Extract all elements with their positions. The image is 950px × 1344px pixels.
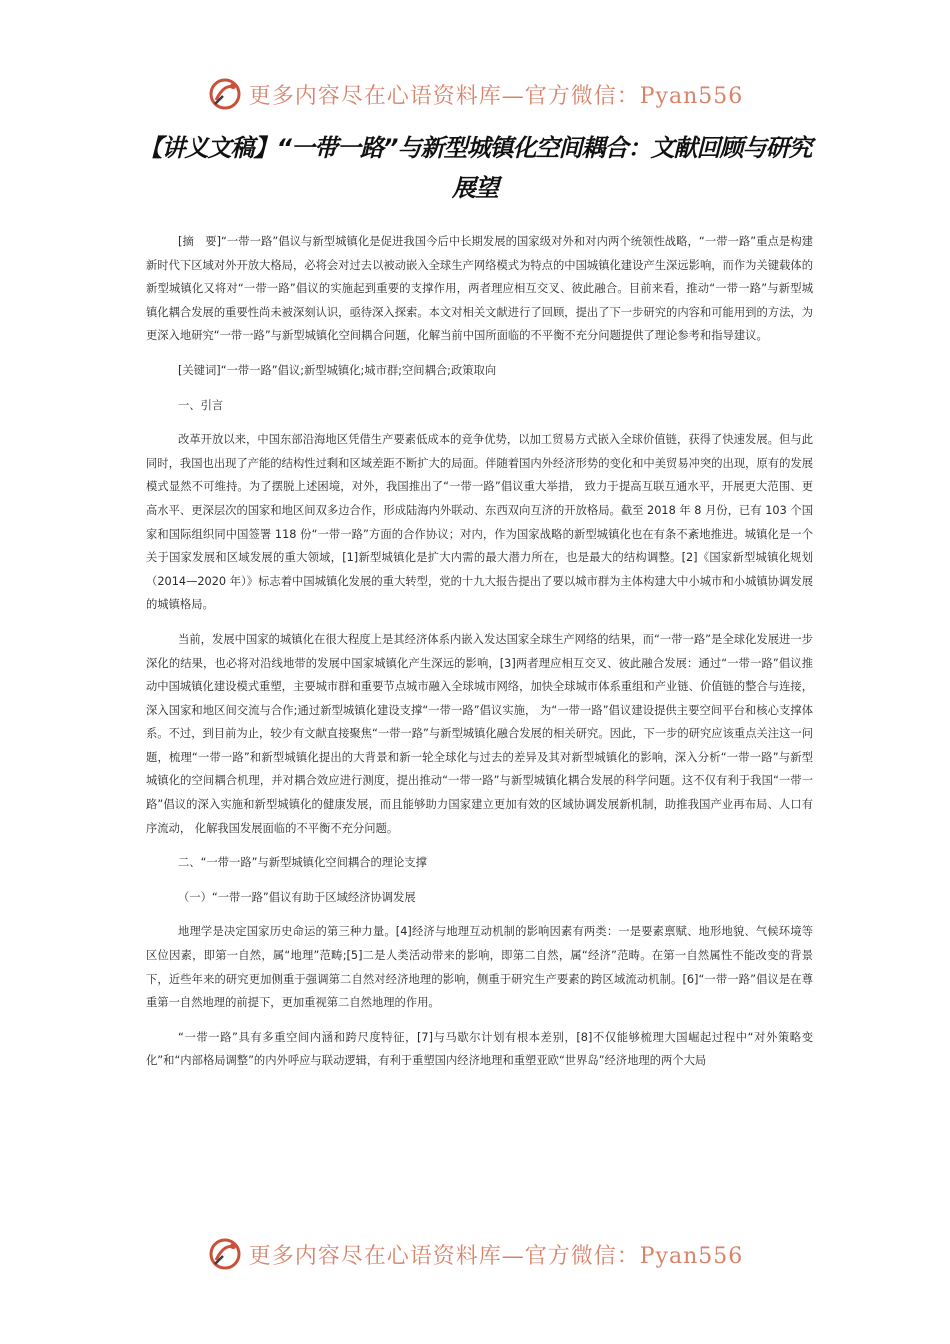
banner-text: 更多内容尽在心语资料库—官方微信：Pyan556 [248,1243,744,1269]
keywords-paragraph: [关键词]“一带一路”倡议;新型城镇化;城市群;空间耦合;政策取向 [178,363,497,377]
document-body [146,230,813,1073]
brand-logo-icon [207,76,243,112]
banner-text: 更多内容尽在心语资料库—官方微信：Pyan556 [248,83,744,109]
body-paragraph: 当前，发展中国家的城镇化在很大程度上是其经济体系内嵌入发达国家全球生产网络的结果，而“一带一路”是全球化发展进一步深化的结果，也必将对沿线地带的发展中国家城镇化产生深远的影响，[3]两者理应相互交叉、彼此融合发展：通过“一带一路”倡议推动中国城镇化建设模式重塑，主要城市群和重要节点城市融入全球城市网络，加快全球城市体系重组和产业链、价值链的整合与连接，深入国家和地区间交流与合作;通过新型城镇化建设支撑“一带一路”倡议实施， 为“一带一路”倡议建设提供主要空间平台和核心支撑体系。不过，到目前为止，较少有文献直接聚焦“一带一路”与新型城镇化融合发展的相关研究。因此，下一步的研究应该重点关注这一问题，梳理“一带一路”和新型城镇化提出的大背景和新一轮全球化与过去的差异及其对新型城镇化的影响，深入分析“一带一路”与新型城镇化的空间耦合机理，并对耦合效应进行测度，提出推动“一带一路”与新型城镇化耦合发展的科学问题。这不仅有利于我国“一带一路”倡议的深入实施和新型城镇化的健康发展，而且能够助力国家建立更加有效的区域协调发展新机制，助推我国产业再布局、人口有序流动， 化解我国发展面临的不平衡不充分问题。 [146,632,813,835]
body-paragraph: 地理学是决定国家历史命运的第三种力量。[4]经济与地理互动机制的影响因素有两类：一是要素禀赋、地形地貌、气候环境等区位因素，即第一自然，属“地理”范畴;[5]二是人类活动带来的影响，即第二自然，属“经济”范畴。在第一自然属性不能改变的背景下，近些年来的研究更加侧重于强调第二自然对经济地理的影响，侧重于研究生产要素的跨区域流动机制。[6]“一带一路”倡议是在尊重第一自然地理的前提下，更加重视第二自然地理的作用。 [146,925,813,1010]
body-paragraph: 改革开放以来，中国东部沿海地区凭借生产要素低成本的竞争优势，以加工贸易方式嵌入全球价值链，获得了快速发展。但与此同时，我国也出现了产能的结构性过剩和区域差距不断扩大的局面。伴随着国内外经济形势的变化和中美贸易冲突的出现，原有的发展模式显然不可维持。为了摆脱上述困境，对外，我国推出了“一带一路”倡议重大举措， 致力于提高互联互通水平，开展更大范围、更高水平、更深层次的国家和地区间双多边合作，形成陆海内外联动、东西双向互济的开放格局。截至 2018 年 8 月份，已有 103 个国家和国际组织同中国签署 118 份“一带一路”方面的合作协议；对内，作为国家战略的新型城镇化也在有条不紊地推进。城镇化是一个关于国家发展和区域发展的重大领域，[1]新型城镇化是扩大内需的最大潜力所在，也是最大的结构调整。[2]《国家新型城镇化规划（2014—2020 年）》标志着中国城镇化发展的重大转型，党的十九大报告提出了要以城市群为主体构建大中小城市和小城镇协调发展的城镇格局。 [146,433,813,612]
watermark-banner-top [0,72,950,116]
body-paragraph: “一带一路”具有多重空间内涵和跨尺度特征，[7]与马歇尔计划有根本差别，[8]不仅能够梳理大国崛起过程中“对外策略变化”和“内部格局调整”的内外呼应与联动逻辑，有利于重塑国内经济地理和重塑亚欧“世界岛”经济地理的两个大局 [146,1030,813,1068]
subsection-heading: （一）“一带一路”倡议有助于区域经济协调发展 [178,890,416,904]
watermark-banner-bottom [0,1232,950,1276]
section-heading-intro: 一、引言 [178,398,224,412]
abstract-paragraph: [摘 要]“一带一路”倡议与新型城镇化是促进我国今后中长期发展的国家级对外和对内两个统领性战略，“一带一路”重点是构建新时代下区域对外开放大格局，必将会对过去以被动嵌入全球生产网络模式为特点的中国城镇化建设产生深远影响，而作为关键载体的新型城镇化又将对“一带一路”倡议的实施起到重要的支撑作用，两者理应相互交叉、彼此融合。目前来看，推动“一带一路”与新型城镇化耦合发展的重要性尚未被深刻认识，亟待深入探索。本文对相关文献进行了回顾，提出了下一步研究的内容和可能用到的方法，为更深入地研究“一带一路”与新型城镇化空间耦合问题，化解当前中国所面临的不平衡不充分问题提供了理论参考和指导建议。 [146,235,813,343]
document-title: 【讲义文稿】“一带一路”与新型城镇化空间耦合：文献回顾与研究展望 [138,134,812,202]
section-heading-theory: 二、“一带一路”与新型城镇化空间耦合的理论支撑 [178,856,427,870]
brand-logo-icon [207,1236,243,1272]
